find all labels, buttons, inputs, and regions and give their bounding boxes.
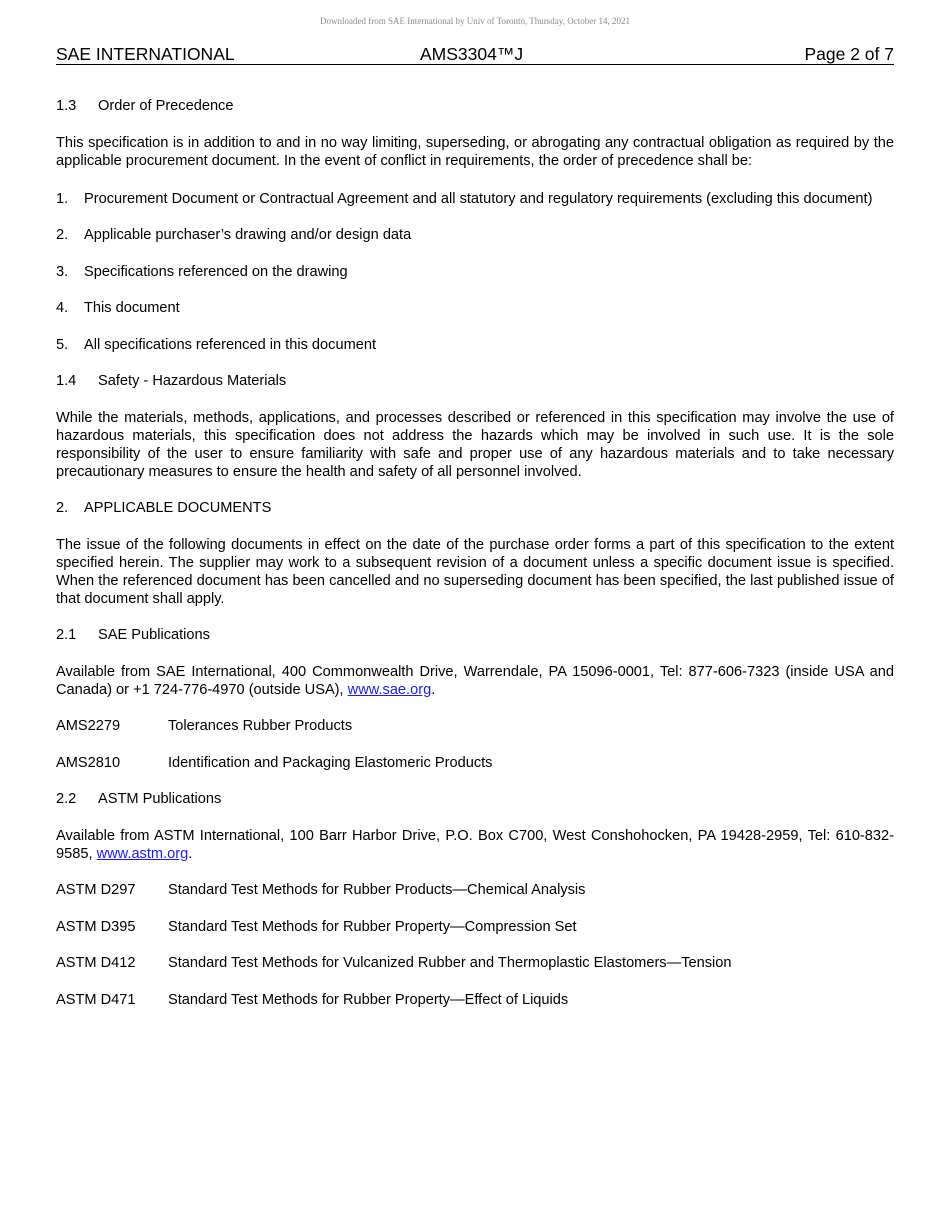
list-text: All specifications referenced in this document	[84, 336, 377, 353]
reference-code: AMS2279	[56, 718, 121, 734]
section-1-4-paragraph: While the materials, methods, applications, and processes described or referenced in this specification may involve the use of hazardous materials, this specification does not address the hazards which may be involved in such use. It is the sole responsibility of the user to ensure familiarity with safe and proper use of any hazardous materials and to take necessary precautionary measures to ensure the health and safety of all personnel involved.	[56, 409, 894, 480]
list-text: Procurement Document or Contractual Agreement and all statutory and regulatory requirements (excluding this document)	[84, 190, 873, 207]
section-number: 1.3	[56, 98, 77, 114]
page-header	[56, 44, 894, 65]
precedence-list-item	[56, 226, 894, 244]
header-org: SAE INTERNATIONAL	[56, 44, 235, 64]
precedence-list-item	[56, 299, 894, 317]
precedence-list-item	[56, 190, 894, 208]
section-2-heading	[56, 499, 894, 517]
header-page-number: Page 2 of 7	[804, 44, 894, 64]
section-title: SAE Publications	[98, 627, 210, 643]
section-title: Safety - Hazardous Materials	[98, 373, 287, 389]
reference-code: ASTM D395	[56, 918, 136, 935]
section-title: Order of Precedence	[98, 98, 234, 114]
document-body	[56, 97, 894, 1009]
sae-website-link[interactable]: www.sae.org	[347, 681, 432, 698]
reference-entry	[56, 991, 894, 1009]
section-2-2-paragraph	[56, 827, 894, 863]
section-2-2-heading	[56, 790, 894, 808]
astm-website-link[interactable]: www.astm.org	[96, 845, 189, 862]
section-1-3-heading	[56, 97, 894, 115]
reference-entry	[56, 881, 894, 899]
section-1-4-heading	[56, 372, 894, 390]
section-1-3-paragraph: This specification is in addition to and in no way limiting, superseding, or abrogating any contractual obligation as required by the applicable procurement document. In the event of conflict in requirements, the order of precedence shall be:	[56, 134, 894, 169]
list-number: 1.	[56, 190, 69, 207]
precedence-list-item	[56, 263, 894, 281]
section-number: 2.2	[56, 791, 77, 807]
reference-entry	[56, 754, 894, 772]
section-title: ASTM Publications	[98, 791, 222, 807]
paragraph-text: Available from ASTM International, 100 Barr Harbor Drive, P.O. Box C700, West Conshohocken, PA 19428-2959, Tel: 610-832-9585,	[56, 827, 894, 862]
reference-code: AMS2810	[56, 754, 121, 771]
reference-entry	[56, 717, 894, 735]
list-number: 5.	[56, 336, 69, 353]
section-2-1-heading	[56, 626, 894, 644]
header-doc-id: AMS3304™J	[420, 44, 524, 64]
list-number: 3.	[56, 263, 69, 280]
reference-entry	[56, 918, 894, 936]
paragraph-text: Available from SAE International, 400 Commonwealth Drive, Warrendale, PA 15096-0001, Tel: 877-606-7323 (inside USA and Canada) or +1 724-776-4970 (outside USA),	[56, 663, 894, 698]
precedence-list-item	[56, 336, 894, 354]
list-text: This document	[84, 300, 180, 316]
reference-code: ASTM D471	[56, 991, 136, 1008]
reference-title: Standard Test Methods for Rubber Property—Effect of Liquids	[168, 991, 569, 1008]
reference-title: Standard Test Methods for Rubber Property—Compression Set	[168, 918, 577, 935]
reference-title: Tolerances Rubber Products	[168, 718, 353, 734]
reference-title: Identification and Packaging Elastomeric Products	[168, 754, 493, 771]
section-2-paragraph: The issue of the following documents in effect on the date of the purchase order forms a part of this specification to the extent specified herein. The supplier may work to a subsequent revision of a document unless a specific document issue is specified. When the referenced document has been cancelled and no superseding document has been specified, the last published issue of that document shall apply.	[56, 536, 894, 607]
section-title: APPLICABLE DOCUMENTS	[84, 500, 272, 516]
paragraph-end: .	[188, 845, 193, 862]
list-number: 4.	[56, 300, 69, 316]
list-number: 2.	[56, 227, 69, 243]
reference-code: ASTM D297	[56, 882, 136, 898]
section-number: 2.	[56, 500, 69, 516]
reference-title: Standard Test Methods for Rubber Products—Chemical Analysis	[168, 882, 586, 898]
reference-title: Standard Test Methods for Vulcanized Rubber and Thermoplastic Elastomers—Tension	[168, 955, 732, 971]
download-watermark: Downloaded from SAE International by Univ of Toronto, Thursday, October 14, 2021	[320, 16, 630, 26]
reference-entry	[56, 954, 894, 972]
section-number: 1.4	[56, 373, 77, 389]
list-text: Applicable purchaser’s drawing and/or design data	[84, 227, 412, 243]
section-number: 2.1	[56, 627, 77, 643]
paragraph-end: .	[431, 681, 436, 698]
section-2-1-paragraph	[56, 663, 894, 699]
list-text: Specifications referenced on the drawing	[84, 263, 348, 280]
reference-code: ASTM D412	[56, 955, 136, 971]
